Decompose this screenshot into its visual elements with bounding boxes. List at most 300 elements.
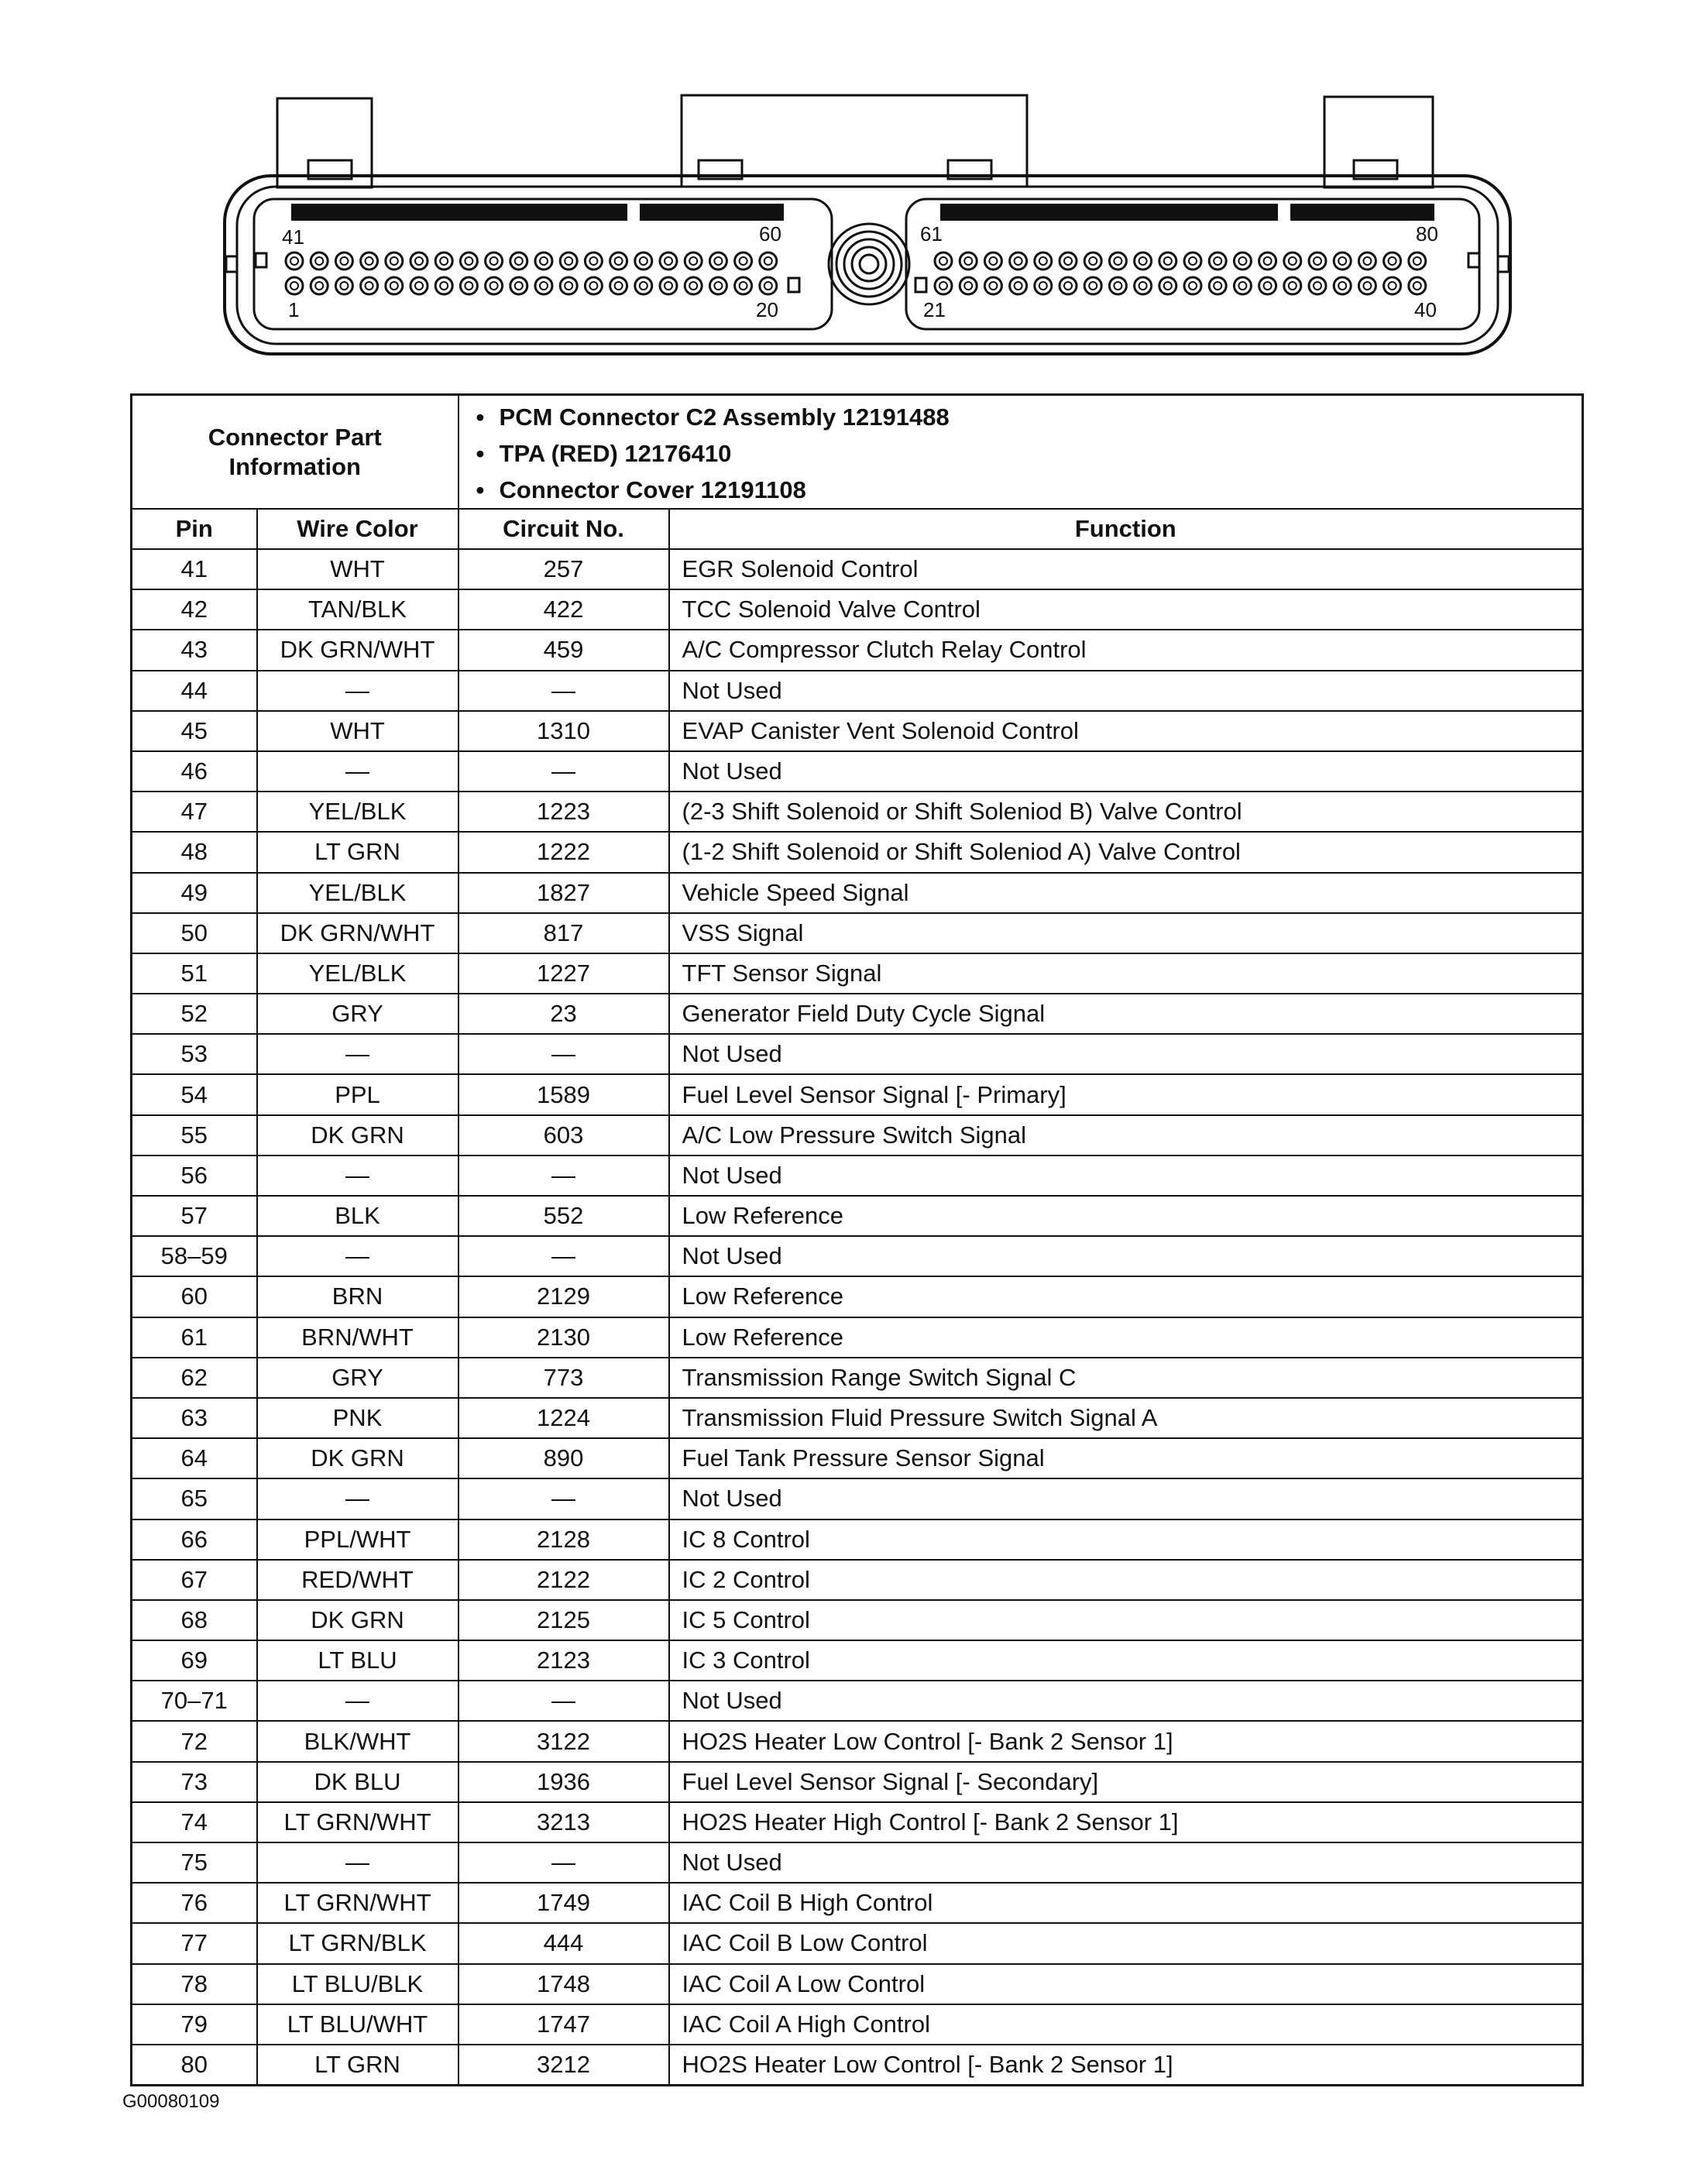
table-row <box>132 1398 1583 1438</box>
table-row <box>132 2045 1583 2086</box>
function-cell: Not Used <box>669 671 1583 711</box>
pin-cavity <box>1184 277 1201 294</box>
pin-cavity-inner <box>315 257 323 265</box>
table-row <box>132 1560 1583 1600</box>
pin-cavity <box>460 277 477 294</box>
table-row <box>132 792 1583 832</box>
wire-color-cell: BRN <box>257 1276 459 1317</box>
column-header-row <box>132 509 1583 549</box>
pin-label-41: 41 <box>282 225 304 249</box>
pin-cell: 76 <box>132 1883 257 1923</box>
pin-cavity-inner <box>1289 282 1297 290</box>
wire-color-cell: BRN/WHT <box>257 1317 459 1358</box>
pin-cavity <box>460 252 477 270</box>
function-cell: IAC Coil B High Control <box>669 1883 1583 1923</box>
circuit-no-cell: 1827 <box>459 873 669 913</box>
pin-cavity <box>1159 252 1176 270</box>
circuit-no-cell: 1749 <box>459 1883 669 1923</box>
table-row <box>132 1842 1583 1883</box>
wire-color-cell: PPL <box>257 1074 459 1114</box>
pin-cell: 80 <box>132 2045 257 2086</box>
pin-cavity <box>1309 277 1326 294</box>
pin-cavity <box>1060 252 1077 270</box>
pin-cell: 51 <box>132 953 257 994</box>
pin-cavity-inner <box>615 257 623 265</box>
wire-color-cell: — <box>257 671 459 711</box>
pin-cavity <box>386 277 403 294</box>
pin-cell: 64 <box>132 1438 257 1478</box>
pin-cell: 50 <box>132 913 257 953</box>
circuit-no-cell: — <box>459 1156 669 1196</box>
wire-color-cell: — <box>257 751 459 792</box>
pin-cavity <box>1184 252 1201 270</box>
wire-color-cell: LT GRN/WHT <box>257 1802 459 1842</box>
pin-cavity-inner <box>714 282 722 290</box>
pin-cavity-inner <box>540 257 548 265</box>
circuit-no-cell: 1222 <box>459 832 669 872</box>
function-cell: A/C Compressor Clutch Relay Control <box>669 630 1583 670</box>
pin-cavity <box>311 277 328 294</box>
table-row <box>132 751 1583 792</box>
pin-table-body <box>132 549 1583 2086</box>
pin-cavity <box>1035 252 1052 270</box>
pin-cavity-inner <box>366 282 373 290</box>
table-row <box>132 873 1583 913</box>
pin-cavity-inner <box>689 257 697 265</box>
function-cell: Not Used <box>669 1842 1583 1883</box>
function-cell: Transmission Range Switch Signal C <box>669 1358 1583 1398</box>
pin-cavity-inner <box>1089 282 1097 290</box>
table-row <box>132 1236 1583 1276</box>
table-row <box>132 1034 1583 1074</box>
circuit-no-cell: 603 <box>459 1115 669 1156</box>
pin-cavity-inner <box>565 257 572 265</box>
wire-color-cell: DK GRN/WHT <box>257 630 459 670</box>
pin-cavity-inner <box>340 282 348 290</box>
pin-cell: 78 <box>132 1964 257 2004</box>
connector-info-label <box>132 395 459 510</box>
pin-cavity <box>709 252 726 270</box>
function-cell: EGR Solenoid Control <box>669 549 1583 589</box>
pin-cavity-inner <box>714 257 722 265</box>
pin-cavity <box>1358 277 1376 294</box>
pin-cavity <box>1384 252 1401 270</box>
function-cell: HO2S Heater High Control [- Bank 2 Sensor 1] <box>669 1802 1583 1842</box>
pin-cavity-inner <box>1114 257 1121 265</box>
pin-cavity <box>560 277 577 294</box>
pin-cavity-inner <box>640 282 647 290</box>
circuit-no-cell: 2129 <box>459 1276 669 1317</box>
circuit-no-cell: 1310 <box>459 711 669 751</box>
pin-cavity <box>1209 252 1226 270</box>
pin-cavity-inner <box>589 257 597 265</box>
pin-cavity-inner <box>1314 257 1321 265</box>
pin-cavity-inner <box>1214 257 1221 265</box>
circuit-no-cell: 257 <box>459 549 669 589</box>
table-row <box>132 2004 1583 2045</box>
pin-cavity-inner <box>490 282 498 290</box>
pin-cavity-inner <box>764 282 772 290</box>
function-cell: (2-3 Shift Solenoid or Shift Soleniod B) Valve Control <box>669 792 1583 832</box>
pin-cavity <box>1060 277 1077 294</box>
pin-cavity-inner <box>465 257 472 265</box>
pin-cavity-inner <box>340 257 348 265</box>
pin-cavity <box>685 277 702 294</box>
circuit-no-cell: 2125 <box>459 1600 669 1640</box>
pin-cavity <box>1035 277 1052 294</box>
pin-cavity <box>660 277 677 294</box>
function-cell: Fuel Tank Pressure Sensor Signal <box>669 1438 1583 1478</box>
pin-cell: 61 <box>132 1317 257 1358</box>
wire-color-cell: TAN/BLK <box>257 589 459 630</box>
pin-cavity-inner <box>1338 257 1346 265</box>
info-item: • TPA (RED) 12176410 <box>500 435 1582 472</box>
pin-cavity-inner <box>1389 282 1396 290</box>
wire-color-cell: LT GRN <box>257 832 459 872</box>
wire-color-cell: DK GRN <box>257 1438 459 1478</box>
table-row <box>132 1721 1583 1761</box>
circuit-no-cell: 422 <box>459 589 669 630</box>
wire-color-cell: GRY <box>257 1358 459 1398</box>
pin-cavity-inner <box>1164 282 1172 290</box>
pin-cavity <box>1334 252 1351 270</box>
pin-cavity-inner <box>290 282 298 290</box>
pin-cavity <box>510 277 527 294</box>
pin-cavity-inner <box>1314 282 1321 290</box>
pin-cavity-inner <box>1139 282 1147 290</box>
circuit-no-cell: 773 <box>459 1358 669 1398</box>
table-row <box>132 630 1583 670</box>
pin-cavity-inner <box>1264 282 1272 290</box>
function-cell: Not Used <box>669 1478 1583 1519</box>
pin-cavity-inner <box>764 257 772 265</box>
pin-cavity <box>410 277 428 294</box>
pin-cavity <box>1358 252 1376 270</box>
wire-color-cell: BLK <box>257 1196 459 1236</box>
pin-cavity-inner <box>366 257 373 265</box>
pin-label-20: 20 <box>756 298 778 321</box>
function-cell: Low Reference <box>669 1276 1583 1317</box>
figure-id: G00080109 <box>122 2091 220 2112</box>
pin-cell: 47 <box>132 792 257 832</box>
pin-cell: 52 <box>132 994 257 1034</box>
pin-cavity-inner <box>640 257 647 265</box>
pin-cavity-inner <box>490 257 498 265</box>
table-row <box>132 589 1583 630</box>
pin-cavity-inner <box>740 282 747 290</box>
circuit-no-cell: 890 <box>459 1438 669 1478</box>
wire-color-cell: DK GRN <box>257 1600 459 1640</box>
pin-cavity-inner <box>1189 282 1197 290</box>
header-wire-color: Wire Color <box>257 509 459 549</box>
circuit-no-cell: 1747 <box>459 2004 669 2045</box>
pin-cavity-inner <box>440 257 448 265</box>
pin-cell: 65 <box>132 1478 257 1519</box>
function-cell: IC 3 Control <box>669 1640 1583 1681</box>
pin-cavity-inner <box>1015 282 1022 290</box>
table-row <box>132 671 1583 711</box>
wire-color-cell: — <box>257 1681 459 1721</box>
pin-cell: 44 <box>132 671 257 711</box>
pin-cavity <box>960 252 977 270</box>
function-cell: Vehicle Speed Signal <box>669 873 1583 913</box>
pin-cell: 66 <box>132 1520 257 1560</box>
wire-color-cell: — <box>257 1478 459 1519</box>
pin-cavity-inner <box>565 282 572 290</box>
pin-cavity-inner <box>515 257 523 265</box>
function-cell: IAC Coil B Low Control <box>669 1923 1583 1963</box>
pin-cavity <box>1259 252 1276 270</box>
table-row <box>132 913 1583 953</box>
circuit-no-cell: — <box>459 671 669 711</box>
pin-cavity <box>1010 252 1027 270</box>
pin-cavity <box>984 277 1001 294</box>
function-cell: Low Reference <box>669 1317 1583 1358</box>
pin-cell: 73 <box>132 1762 257 1802</box>
wire-color-cell: LT GRN/WHT <box>257 1883 459 1923</box>
table-row <box>132 1964 1583 2004</box>
circuit-no-cell: — <box>459 1034 669 1074</box>
pin-cavity <box>1409 252 1426 270</box>
pin-cavity-inner <box>515 282 523 290</box>
pin-cavity-inner <box>1264 257 1272 265</box>
function-cell: HO2S Heater Low Control [- Bank 2 Sensor 1] <box>669 1721 1583 1761</box>
pin-cavity <box>1109 252 1126 270</box>
info-item: • Connector Cover 12191108 <box>500 472 1582 508</box>
pin-cavity-inner <box>1089 257 1097 265</box>
pin-cavity-inner <box>465 282 472 290</box>
wire-color-cell: LT GRN/BLK <box>257 1923 459 1963</box>
circuit-no-cell: 2123 <box>459 1640 669 1681</box>
pin-cavity-inner <box>989 282 997 290</box>
wire-color-cell: DK GRN/WHT <box>257 913 459 953</box>
pin-cavity-inner <box>1039 257 1047 265</box>
table-row <box>132 1196 1583 1236</box>
pin-cell: 42 <box>132 589 257 630</box>
circuit-no-cell: 1748 <box>459 1964 669 2004</box>
pin-cavity <box>361 252 378 270</box>
pin-cavity-inner <box>1064 282 1072 290</box>
pin-cavity <box>660 252 677 270</box>
circuit-no-cell: — <box>459 1681 669 1721</box>
function-cell: IC 2 Control <box>669 1560 1583 1600</box>
table-row <box>132 1802 1583 1842</box>
circuit-no-cell: 817 <box>459 913 669 953</box>
pin-cavity-inner <box>540 282 548 290</box>
pin-cavity <box>560 252 577 270</box>
pin-cavity-inner <box>964 282 972 290</box>
function-cell: Not Used <box>669 1681 1583 1721</box>
pin-cavity-inner <box>1214 282 1221 290</box>
circuit-no-cell: 2122 <box>459 1560 669 1600</box>
circuit-no-cell: — <box>459 1842 669 1883</box>
pin-cell: 41 <box>132 549 257 589</box>
pin-cavity-inner <box>1139 257 1147 265</box>
wire-color-cell: — <box>257 1236 459 1276</box>
pin-cell: 79 <box>132 2004 257 2045</box>
pin-cavity <box>685 252 702 270</box>
wire-color-cell: WHT <box>257 711 459 751</box>
wire-color-cell: WHT <box>257 549 459 589</box>
pin-cavity-inner <box>390 282 398 290</box>
pin-cavity <box>1084 277 1101 294</box>
pin-cavity <box>635 252 652 270</box>
pin-cavity <box>760 277 777 294</box>
circuit-no-cell: 1589 <box>459 1074 669 1114</box>
pin-cavity <box>1010 277 1027 294</box>
wire-color-cell: BLK/WHT <box>257 1721 459 1761</box>
pin-cavity <box>435 277 452 294</box>
pin-cavity-inner <box>1413 257 1421 265</box>
header-circuit-no: Circuit No. <box>459 509 669 549</box>
pin-cell: 70–71 <box>132 1681 257 1721</box>
pin-cavity-inner <box>939 282 947 290</box>
pin-cell: 58–59 <box>132 1236 257 1276</box>
wire-color-cell: DK GRN <box>257 1115 459 1156</box>
function-cell: Low Reference <box>669 1196 1583 1236</box>
circuit-no-cell: — <box>459 751 669 792</box>
pin-cavity-inner <box>415 257 423 265</box>
pin-cavity <box>1234 252 1251 270</box>
pin-cavity <box>286 277 303 294</box>
pin-cell: 48 <box>132 832 257 872</box>
pin-cavity <box>935 252 952 270</box>
function-cell: Not Used <box>669 1034 1583 1074</box>
pin-cell: 49 <box>132 873 257 913</box>
pin-cell: 43 <box>132 630 257 670</box>
pin-cavity <box>361 277 378 294</box>
pin-cavity <box>960 277 977 294</box>
circuit-no-cell: 1936 <box>459 1762 669 1802</box>
pin-cell: 62 <box>132 1358 257 1398</box>
pin-cavity <box>1109 277 1126 294</box>
circuit-no-cell: 444 <box>459 1923 669 1963</box>
function-cell: Not Used <box>669 1236 1583 1276</box>
table-row <box>132 1681 1583 1721</box>
wire-color-cell: LT BLU/BLK <box>257 1964 459 2004</box>
pin-cavity <box>335 277 352 294</box>
table-row <box>132 711 1583 751</box>
pin-cavity-inner <box>740 257 747 265</box>
pin-cavity-inner <box>589 282 597 290</box>
pin-cell: 56 <box>132 1156 257 1196</box>
pin-cavity-inner <box>964 257 972 265</box>
pin-cavity <box>486 277 503 294</box>
table-row <box>132 1883 1583 1923</box>
wire-color-cell: DK BLU <box>257 1762 459 1802</box>
pin-cavity <box>585 252 602 270</box>
circuit-no-cell: — <box>459 1478 669 1519</box>
wire-color-cell: — <box>257 1034 459 1074</box>
pin-cavity-inner <box>989 257 997 265</box>
header-pin: Pin <box>132 509 257 549</box>
pin-cell: 72 <box>132 1721 257 1761</box>
pin-cavity <box>635 277 652 294</box>
pin-cavity <box>286 252 303 270</box>
pin-cavity-inner <box>689 282 697 290</box>
info-label-line-1: Connector Part <box>208 423 382 451</box>
info-item: • PCM Connector C2 Assembly 12191488 <box>500 399 1582 435</box>
pin-cell: 57 <box>132 1196 257 1236</box>
pin-cavity <box>1159 277 1176 294</box>
pin-cavity <box>735 252 752 270</box>
pin-cavity <box>610 252 627 270</box>
pin-label-1: 1 <box>288 298 300 321</box>
function-cell: IC 5 Control <box>669 1600 1583 1640</box>
header-function: Function <box>669 509 1583 549</box>
pin-cavity <box>510 252 527 270</box>
pin-cavity-inner <box>615 282 623 290</box>
pin-cavity <box>610 277 627 294</box>
pin-cavity-inner <box>1363 282 1371 290</box>
table-row <box>132 1438 1583 1478</box>
pin-cavity-inner <box>1189 257 1197 265</box>
pin-label-60: 60 <box>759 222 781 246</box>
pin-cavity-inner <box>1015 257 1022 265</box>
pin-label-21: 21 <box>923 298 946 321</box>
function-cell: Fuel Level Sensor Signal [- Secondary] <box>669 1762 1583 1802</box>
pin-cell: 67 <box>132 1560 257 1600</box>
function-cell: HO2S Heater Low Control [- Bank 2 Sensor 1] <box>669 2045 1583 2086</box>
pin-cavity-inner <box>1363 257 1371 265</box>
function-cell: Fuel Level Sensor Signal [- Primary] <box>669 1074 1583 1114</box>
pin-cavity-inner <box>1238 282 1246 290</box>
pin-cavity <box>386 252 403 270</box>
connector-info-list <box>459 395 1583 510</box>
table-row <box>132 1358 1583 1398</box>
pin-cell: 46 <box>132 751 257 792</box>
function-cell: (1-2 Shift Solenoid or Shift Soleniod A) Valve Control <box>669 832 1583 872</box>
pin-cavity-inner <box>1164 257 1172 265</box>
pin-cavity <box>1384 277 1401 294</box>
circuit-no-cell: 552 <box>459 1196 669 1236</box>
pin-cavity <box>1135 277 1152 294</box>
circuit-no-cell: — <box>459 1236 669 1276</box>
circuit-no-cell: 459 <box>459 630 669 670</box>
circuit-no-cell: 3212 <box>459 2045 669 2086</box>
pin-label-80: 80 <box>1416 222 1438 246</box>
pin-cavity <box>1234 277 1251 294</box>
pin-cavity-inner <box>1413 282 1421 290</box>
pin-cell: 54 <box>132 1074 257 1114</box>
function-cell: IC 8 Control <box>669 1520 1583 1560</box>
pin-table <box>130 393 1584 2086</box>
pin-cavity <box>335 252 352 270</box>
function-cell: TCC Solenoid Valve Control <box>669 589 1583 630</box>
pin-cavity-inner <box>1238 257 1246 265</box>
wire-color-cell: RED/WHT <box>257 1560 459 1600</box>
table-row <box>132 1276 1583 1317</box>
pin-cavity-inner <box>1064 257 1072 265</box>
wire-color-cell: GRY <box>257 994 459 1034</box>
pin-cavity-inner <box>390 257 398 265</box>
function-cell: IAC Coil A Low Control <box>669 1964 1583 2004</box>
pin-cavity <box>1259 277 1276 294</box>
table-row <box>132 832 1583 872</box>
pin-cavity <box>1209 277 1226 294</box>
pin-cavity <box>535 277 552 294</box>
pin-cavity-inner <box>1039 282 1047 290</box>
table-row <box>132 1478 1583 1519</box>
pin-cavity <box>735 277 752 294</box>
connector-info-row <box>132 395 1583 510</box>
pin-cavity <box>1084 252 1101 270</box>
pin-cavity <box>1284 252 1301 270</box>
wire-color-cell: YEL/BLK <box>257 873 459 913</box>
pin-cavity-inner <box>665 282 672 290</box>
pin-cavity <box>410 252 428 270</box>
table-row <box>132 1600 1583 1640</box>
